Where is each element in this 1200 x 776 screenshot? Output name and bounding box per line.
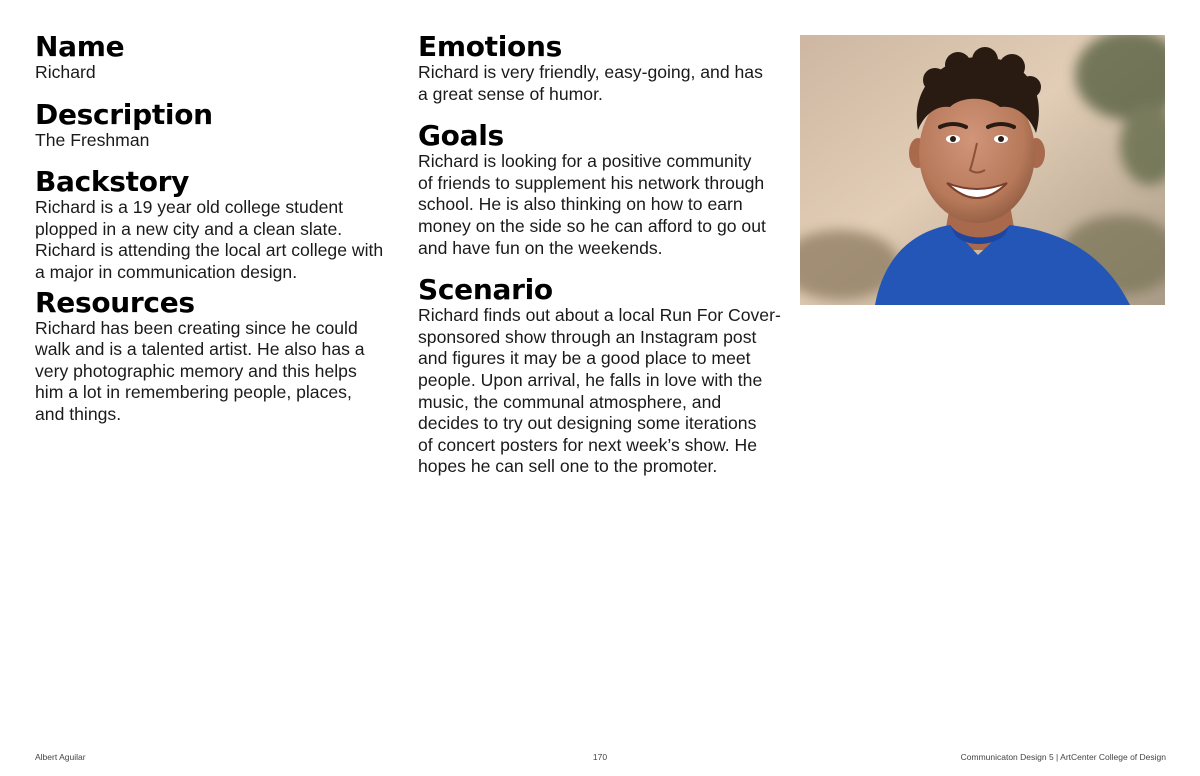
backstory-heading: Backstory bbox=[35, 165, 190, 199]
description-heading: Description bbox=[35, 97, 213, 131]
footer-course: Communicaton Design 5 | ArtCenter College of Design bbox=[960, 752, 1166, 762]
left-column bbox=[35, 32, 405, 426]
resources-text: Richard has been creating since he could walk and is a talented artist. He also has a very photographic memory and this helps him a lot in remembering people, places, and things. bbox=[35, 317, 365, 424]
portrait-illustration bbox=[800, 35, 1165, 305]
persona-portrait-photo bbox=[800, 35, 1165, 305]
name-heading: Name bbox=[35, 30, 125, 63]
emotions-text: Richard is very friendly, easy-going, and has a great sense of humor. bbox=[418, 62, 763, 104]
description-text: The Freshman bbox=[35, 129, 150, 150]
footer-page-number: 170 bbox=[592, 752, 608, 762]
scenario-text: Richard finds out about a local Run For Cover- sponsored show through an Instagram post and figures it may be a good place to meet people. Upon arrival, he falls in love with the music, the communal atmosphere, and decides to try out designing some iterations of concert posters for next week’s show. He hopes he can sell one to the promoter. bbox=[418, 305, 781, 477]
emotions-heading: Emotions bbox=[418, 30, 562, 63]
scenario-heading: Scenario bbox=[418, 273, 553, 307]
name-text: Richard bbox=[35, 62, 96, 82]
backstory-text: Richard is a 19 year old college student plopped in a new city and a clean slate. Richard is attending the local art college with a major in communication design. bbox=[35, 197, 384, 282]
resources-heading: Resources bbox=[35, 285, 195, 319]
goals-heading: Goals bbox=[418, 119, 504, 153]
goals-text: Richard is looking for a positive community of friends to supplement his network through school. He is also thinking on how to earn money on the side so he can afford to go out and have fun on the weekends. bbox=[418, 151, 766, 258]
middle-column bbox=[418, 32, 788, 478]
footer-author: Albert Aguilar bbox=[35, 752, 86, 762]
